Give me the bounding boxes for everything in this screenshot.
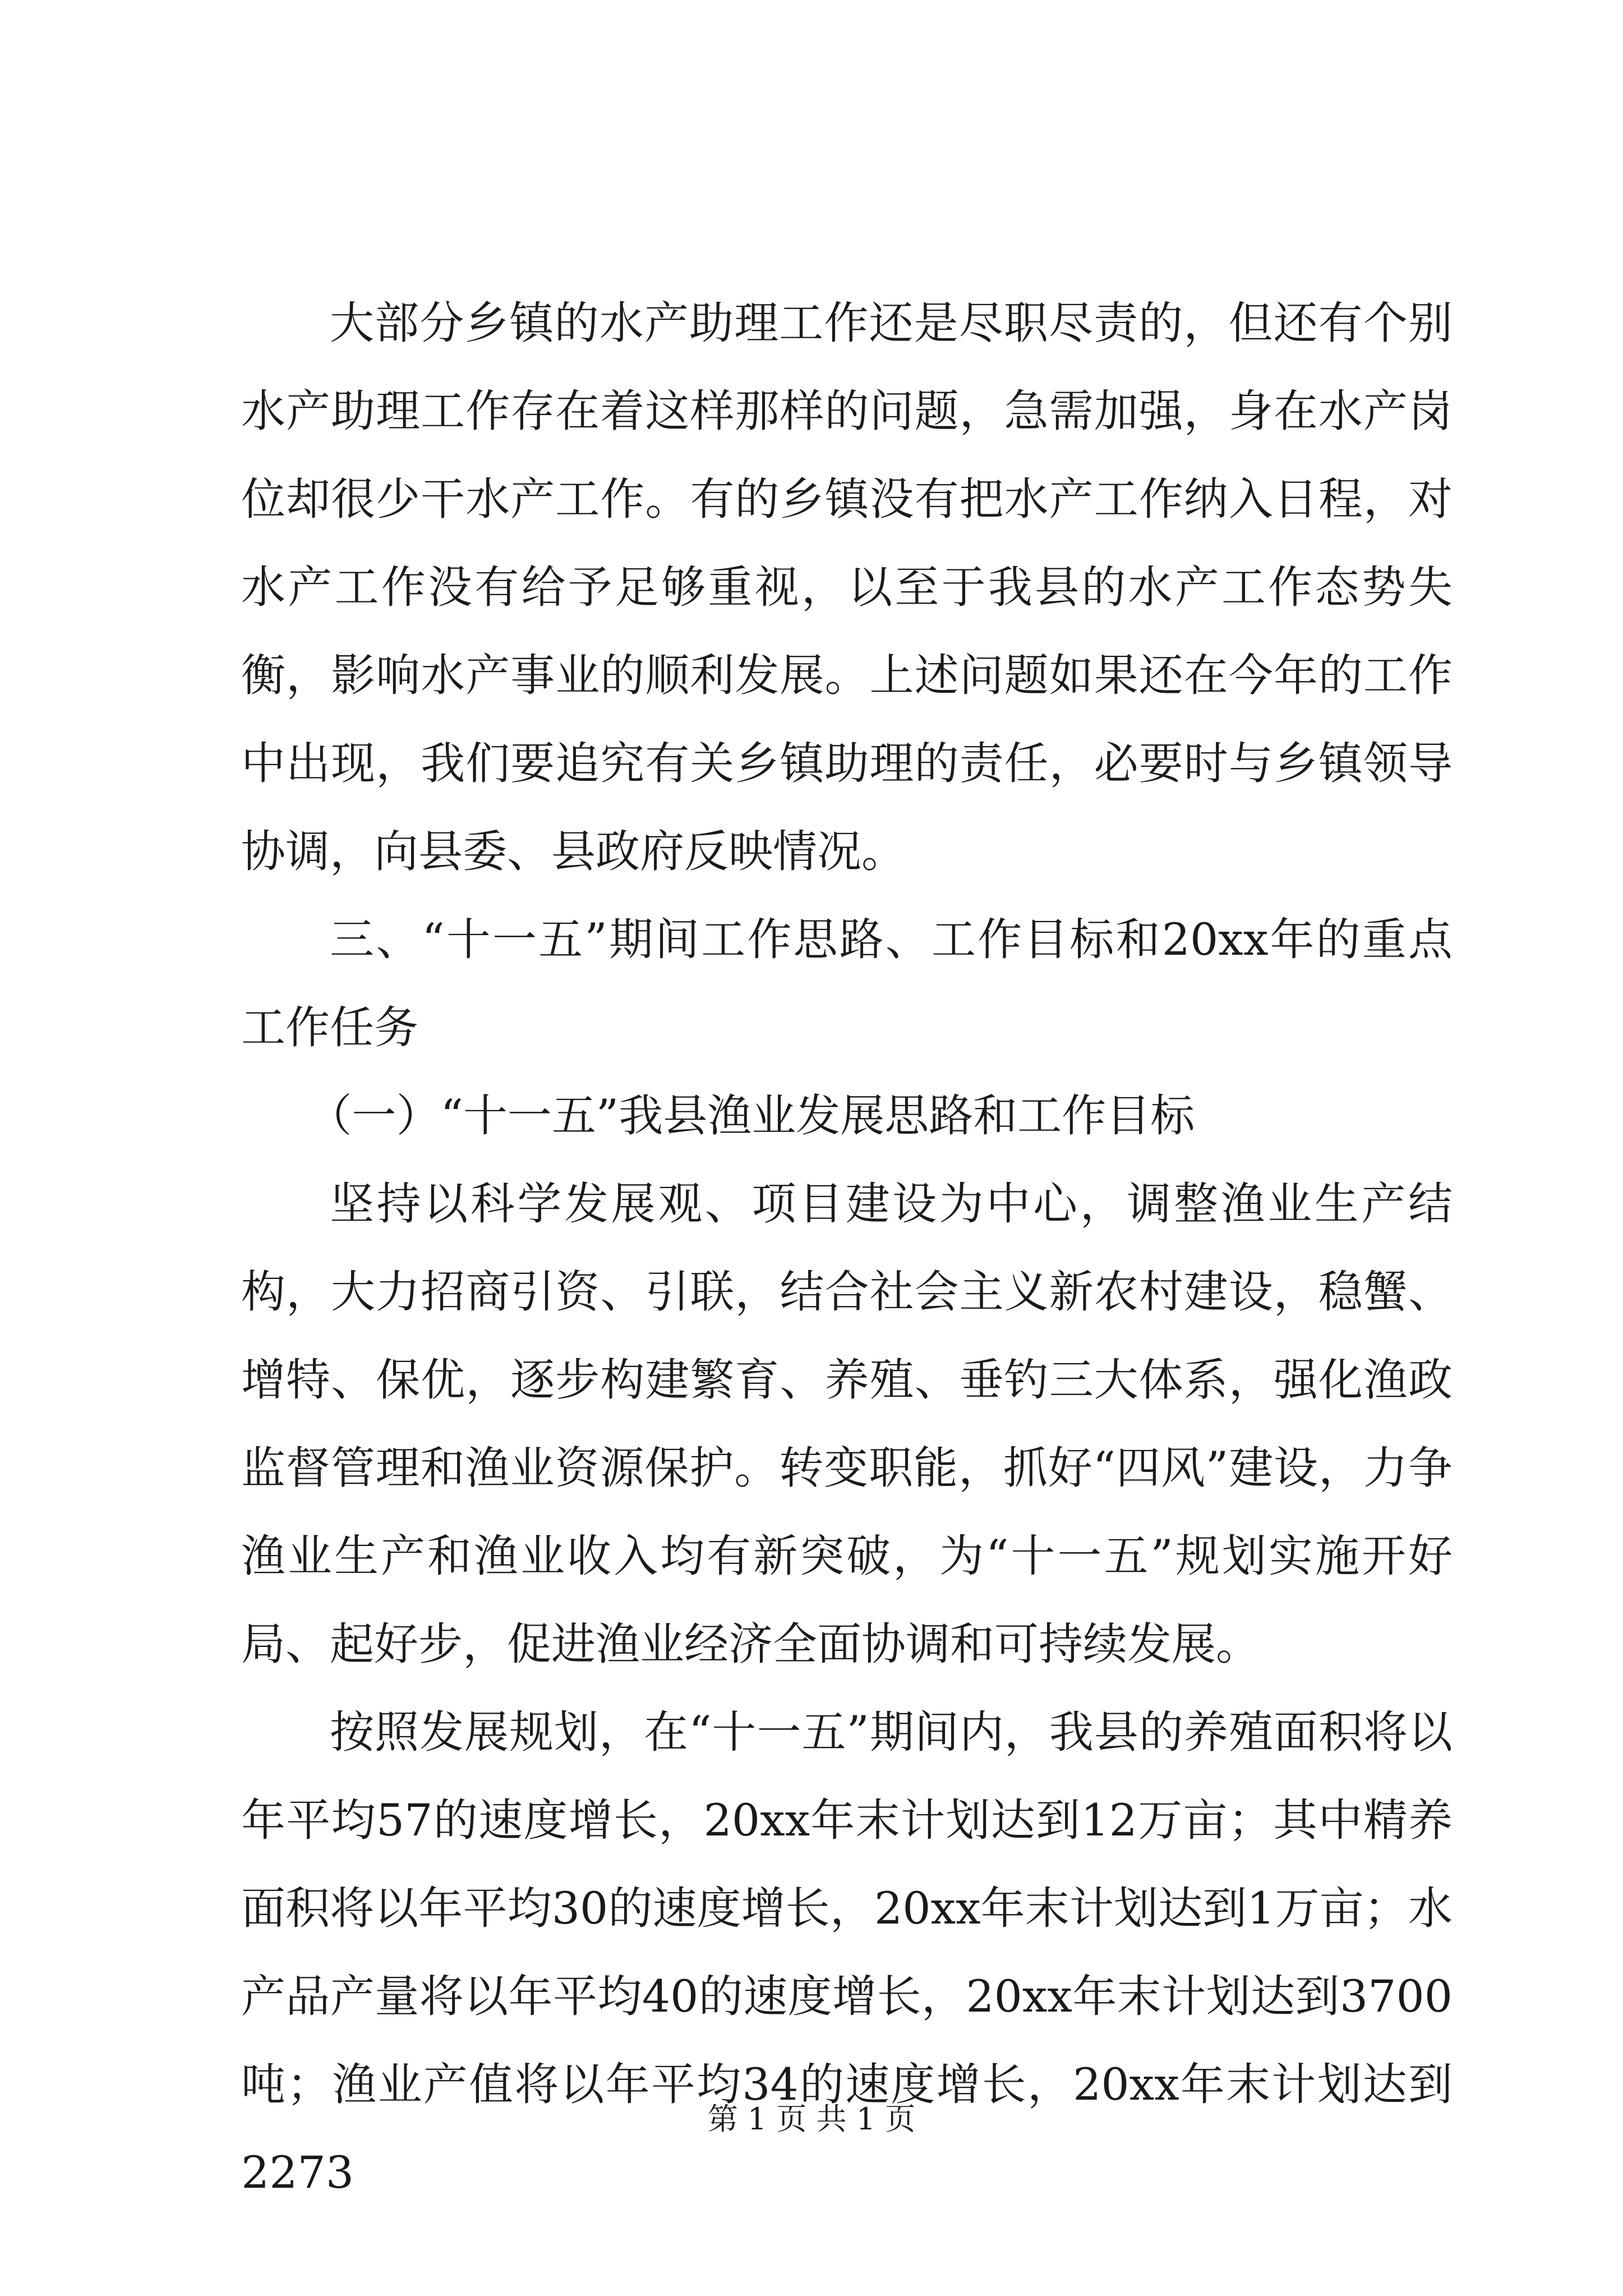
paragraph-water-assistant-issues: 大部分乡镇的水产助理工作还是尽职尽责的，但还有个别水产助理工作存在着这样那样的问题，急需加强，身在水产岗位却很少干水产工作。有的乡镇没有把水产工作纳入日程，对水产工作没有给予足够重视，以至于我县的水产工作态势失衡，影响水产事业的顺利发展。上述问题如果还在今年的工作中出现，我们要追究有关乡镇助理的责任，必要时与乡镇领导协调，向县委、县政府反映情况。 xyxy=(241,297,1453,877)
subsection-heading-one: （一）“十一五”我县渔业发展思路和工作目标 xyxy=(307,1090,1195,1142)
page-footer: 第 1 页 共 1 页 xyxy=(707,2101,916,2137)
paragraph-development-approach: 坚持以科学发展观、项目建设为中心，调整渔业生产结构，大力招商引资、引联，结合社会主义新农村建设，稳蟹、增特、保优，逐步构建繁育、养殖、垂钓三大体系，强化渔政监督管理和渔业资源保护。转变职能，抓好“四风”建设，力争渔业生产和渔业收入均有新突破，为“十一五”规划实施开好局、起好步，促进渔业经济全面协调和可持续发展。 xyxy=(241,1178,1453,1670)
paragraph-development-targets: 按照发展规划，在“十一五”期间内，我县的养殖面积将以年平均57的速度增长，20xx年末计划达到12万亩；其中精养面积将以年平均30的速度增长，20xx年末计划达到1万亩；水产品产量将以年平均40的速度增长，20xx年末计划达到3700吨；渔业产值将以年平均34的速度增长，20xx年末计划达到2273 xyxy=(241,1706,1453,2198)
document-body xyxy=(241,279,1453,2217)
section-heading-three: 三、“十一五”期间工作思路、工作目标和20xx年的重点工作任务 xyxy=(241,914,1453,1053)
